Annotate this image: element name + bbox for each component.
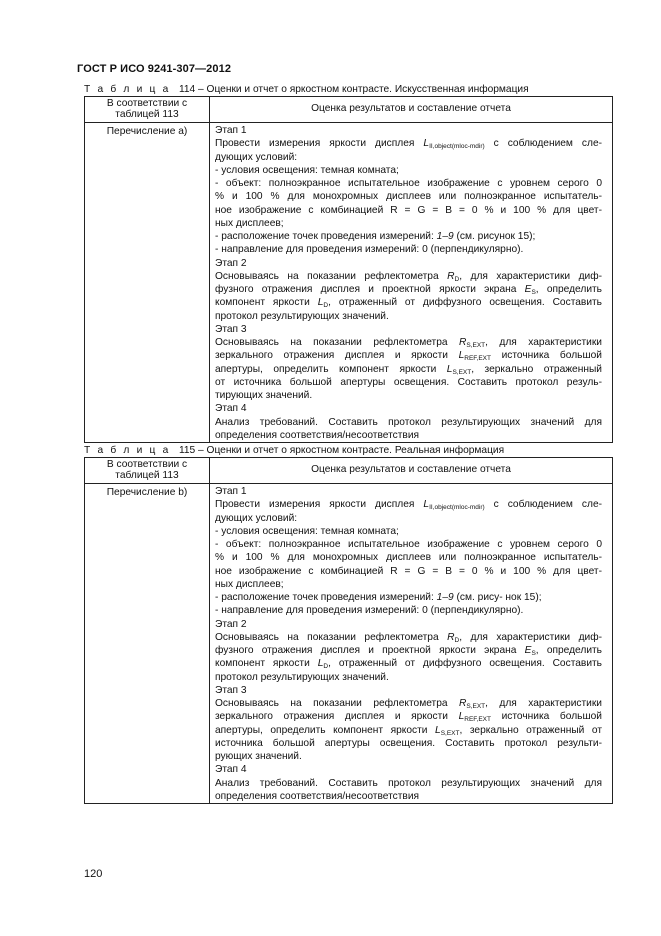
text-run: - условия освещения: темная комната; — [215, 525, 399, 537]
row-label-cell: Перечисление a) — [85, 123, 210, 443]
text-run: Основываясь на показании рефлектометра — [215, 698, 459, 709]
text-line — [215, 684, 602, 697]
symbol-text: L — [458, 711, 465, 723]
symbol-text: E — [524, 645, 532, 656]
text-line — [215, 591, 602, 604]
evaluation-text — [215, 485, 602, 803]
subscript-text: II,object(mloc-mdir) — [429, 504, 485, 512]
subscript-text: D — [323, 302, 329, 310]
text-run: % и 100 % для монохромных дисплеев или полноэкранное испытатель- — [215, 552, 602, 564]
subscript-text: S,EXT — [466, 342, 486, 349]
text-run: дующих условий: — [215, 512, 298, 524]
text-run: Этап 1 — [215, 486, 247, 497]
table-row — [85, 123, 613, 443]
text-run: рующих значений. — [215, 751, 302, 762]
subscript-text: S — [531, 650, 536, 657]
text-run: фузного отражения дисплея и проектной яркости экрана — [215, 645, 525, 656]
table-114 — [84, 96, 613, 443]
text-run: фузного отражения дисплея и проектной яркости экрана — [215, 284, 525, 295]
text-run: зеркального отражения дисплея и яркости — [215, 350, 459, 362]
text-line — [215, 190, 602, 203]
subscript-text: REF,EXT — [464, 355, 491, 363]
symbol-text: R — [447, 631, 455, 643]
table-caption — [84, 445, 504, 456]
text-run: - направление для проведения измерений: 0 (перпендикулярно). — [215, 605, 524, 617]
text-line — [215, 363, 602, 376]
text-run: ных дисплеев; — [215, 578, 284, 590]
text-line — [215, 243, 602, 256]
table-caption-text: 114 – Оценки и отчет о яркостном контрасте. Искусственная информация — [178, 84, 529, 95]
text-run: , для характеристики — [485, 337, 602, 348]
text-line — [215, 323, 602, 336]
text-run: - расположение точек проведения измерений: — [215, 592, 437, 603]
symbol-text: L — [435, 724, 441, 736]
subscript-text: D — [454, 275, 460, 283]
text-run: с соблюдением сле- — [484, 138, 602, 150]
text-run: ное изображение с комбинацией R = G = B = 0 % и 100 % для цвет- — [215, 565, 602, 577]
text-run: Основываясь на показании рефлектометра — [215, 631, 448, 643]
page-number: 120 — [84, 868, 103, 880]
subscript-text: D — [323, 663, 329, 671]
evaluation-cell — [210, 484, 613, 804]
symbol-text: 1–9 — [436, 231, 454, 242]
text-line — [215, 710, 602, 723]
text-run: источника большой — [491, 711, 602, 723]
text-run: - условия освещения: темная комната; — [215, 164, 399, 176]
text-line — [215, 657, 602, 670]
text-line — [215, 737, 602, 750]
evaluation-text — [215, 124, 602, 442]
text-run: - направление для проведения измерений: 0 (перпендикулярно). — [215, 244, 524, 256]
text-run: Этап 3 — [215, 684, 247, 696]
text-line — [215, 217, 602, 230]
text-run: Этап 1 — [215, 125, 247, 136]
text-run: , для характеристики диф- — [459, 270, 602, 282]
text-line — [215, 525, 602, 538]
text-run: тирующих значений. — [215, 390, 313, 401]
text-line — [215, 257, 602, 270]
table-caption-prefix: Т а б л и ц а — [84, 84, 171, 95]
text-run: , определить — [535, 284, 602, 295]
text-line — [215, 763, 602, 776]
subscript-text: S — [531, 289, 536, 296]
text-line — [215, 512, 602, 525]
symbol-text: 1–9 — [436, 592, 454, 603]
subscript-text: D — [454, 636, 460, 644]
text-run: % и 100 % для монохромных дисплеев или полноэкранное испытатель- — [215, 191, 602, 203]
text-run: Основываясь на показании рефлектометра — [215, 337, 459, 348]
text-run: - объект: полноэкранное испытательное изображение с уровнем серого 0 — [215, 178, 602, 189]
symbol-text: L — [317, 297, 324, 309]
text-run: зеркального отражения дисплея и яркости — [215, 711, 459, 723]
subscript-text: REF,EXT — [464, 716, 491, 724]
symbol-text: L — [446, 363, 453, 375]
text-run: Этап 2 — [215, 618, 247, 630]
text-line — [215, 790, 602, 803]
subscript-text: II,object(mloc-mdir) — [429, 143, 485, 151]
text-run: апертуры, определить компонент яркости — [215, 724, 436, 736]
text-run: апертуры, определить компонент яркости — [215, 363, 447, 375]
text-run: определения соответствия/несоответствия — [215, 429, 420, 441]
subscript-text: S,EXT — [440, 729, 460, 737]
text-run: Этап 4 — [215, 764, 247, 776]
text-line — [215, 697, 602, 710]
text-run: - объект: полноэкранное испытательное изображение с уровнем серого 0 — [215, 539, 602, 550]
text-line — [215, 498, 602, 511]
text-line — [215, 551, 602, 564]
text-run: протокол результирующих значений. — [215, 671, 389, 683]
text-run: , зеркально отраженный от — [459, 724, 602, 736]
column-header: Оценка результатов и составление отчета — [210, 458, 613, 484]
text-run: - расположение точек проведения измерений: — [215, 231, 437, 242]
text-run: , отраженный от диффузного освещения. Составить — [328, 658, 602, 670]
text-line — [215, 416, 602, 429]
text-run: Провести измерения яркости дисплея — [215, 499, 424, 511]
text-line — [215, 578, 602, 591]
text-line — [215, 270, 602, 283]
symbol-text: R — [458, 698, 467, 709]
text-line — [215, 137, 602, 150]
text-run: определения соответствия/несоответствия — [215, 790, 420, 802]
text-run: Анализ требований. Составить протокол результирующих значений для — [215, 416, 602, 428]
text-run: , зеркально отраженный — [471, 363, 602, 375]
table-caption — [84, 84, 529, 95]
text-run: с соблюдением сле- — [484, 499, 602, 511]
text-run: (см. рису- нок 15); — [453, 592, 542, 603]
symbol-text: L — [423, 138, 430, 150]
text-line — [215, 124, 602, 137]
text-line — [215, 177, 602, 190]
column-header: Оценка результатов и составление отчета — [210, 97, 613, 123]
text-run: Этап 2 — [215, 257, 247, 269]
subscript-text: S,EXT — [466, 703, 486, 710]
text-line — [215, 485, 602, 498]
text-line — [215, 230, 602, 243]
text-line — [215, 429, 602, 442]
document-header: ГОСТ Р ИСО 9241-307—2012 — [77, 63, 232, 75]
text-run: компонент яркости — [215, 658, 318, 670]
text-run: , отраженный от диффузного освещения. Составить — [328, 297, 602, 309]
text-run: протокол результирующих значений. — [215, 310, 389, 322]
table-115 — [84, 457, 613, 804]
evaluation-cell — [210, 123, 613, 443]
text-run: Этап 3 — [215, 323, 247, 335]
symbol-text: L — [458, 350, 465, 362]
text-line — [215, 204, 602, 217]
column-header: В соответствии с таблицей 113 — [85, 97, 210, 123]
text-line — [215, 724, 602, 737]
text-run: ных дисплеев; — [215, 217, 284, 229]
subscript-text: S,EXT — [452, 368, 472, 376]
text-run: , определить — [535, 645, 602, 656]
text-run: Этап 4 — [215, 403, 247, 415]
text-line — [215, 631, 602, 644]
symbol-text: L — [317, 658, 324, 670]
text-run: источника большой апертуры освещения. Составить протокол результи- — [215, 737, 602, 749]
text-line — [215, 750, 602, 763]
row-label-cell: Перечисление b) — [85, 484, 210, 804]
text-run: (см. рисунок 15); — [453, 231, 536, 242]
text-run: Анализ требований. Составить протокол результирующих значений для — [215, 777, 602, 789]
text-line — [215, 296, 602, 309]
symbol-text: E — [524, 284, 532, 295]
text-run: от источника большой апертуры освещения. Составить протокол резуль- — [215, 376, 602, 388]
text-line — [215, 777, 602, 790]
text-run: дующих условий: — [215, 151, 298, 163]
table-caption-prefix: Т а б л и ц а — [84, 445, 171, 456]
text-run: источника большой — [491, 350, 602, 362]
text-run: Провести измерения яркости дисплея — [215, 138, 424, 150]
table-caption-text: 115 – Оценки и отчет о яркостном контрасте. Реальная информация — [178, 445, 505, 456]
table-row — [85, 484, 613, 804]
text-run: компонент яркости — [215, 297, 318, 309]
text-run: , для характеристики — [485, 698, 602, 709]
text-line — [215, 151, 602, 164]
text-line — [215, 644, 602, 657]
symbol-text: L — [423, 499, 430, 511]
text-run: ное изображение с комбинацией R = G = B = 0 % и 100 % для цвет- — [215, 204, 602, 216]
symbol-text: R — [447, 270, 455, 282]
text-line — [215, 336, 602, 349]
text-run: Основываясь на показании рефлектометра — [215, 270, 448, 282]
text-run: , для характеристики диф- — [459, 631, 602, 643]
text-line — [215, 310, 602, 323]
text-line — [215, 283, 602, 296]
text-line — [215, 376, 602, 389]
text-line — [215, 618, 602, 631]
text-line — [215, 604, 602, 617]
symbol-text: R — [458, 337, 467, 348]
text-line — [215, 671, 602, 684]
text-line — [215, 349, 602, 362]
text-line — [215, 565, 602, 578]
text-line — [215, 164, 602, 177]
column-header: В соответствии с таблицей 113 — [85, 458, 210, 484]
text-line — [215, 389, 602, 402]
text-line — [215, 402, 602, 415]
text-line — [215, 538, 602, 551]
